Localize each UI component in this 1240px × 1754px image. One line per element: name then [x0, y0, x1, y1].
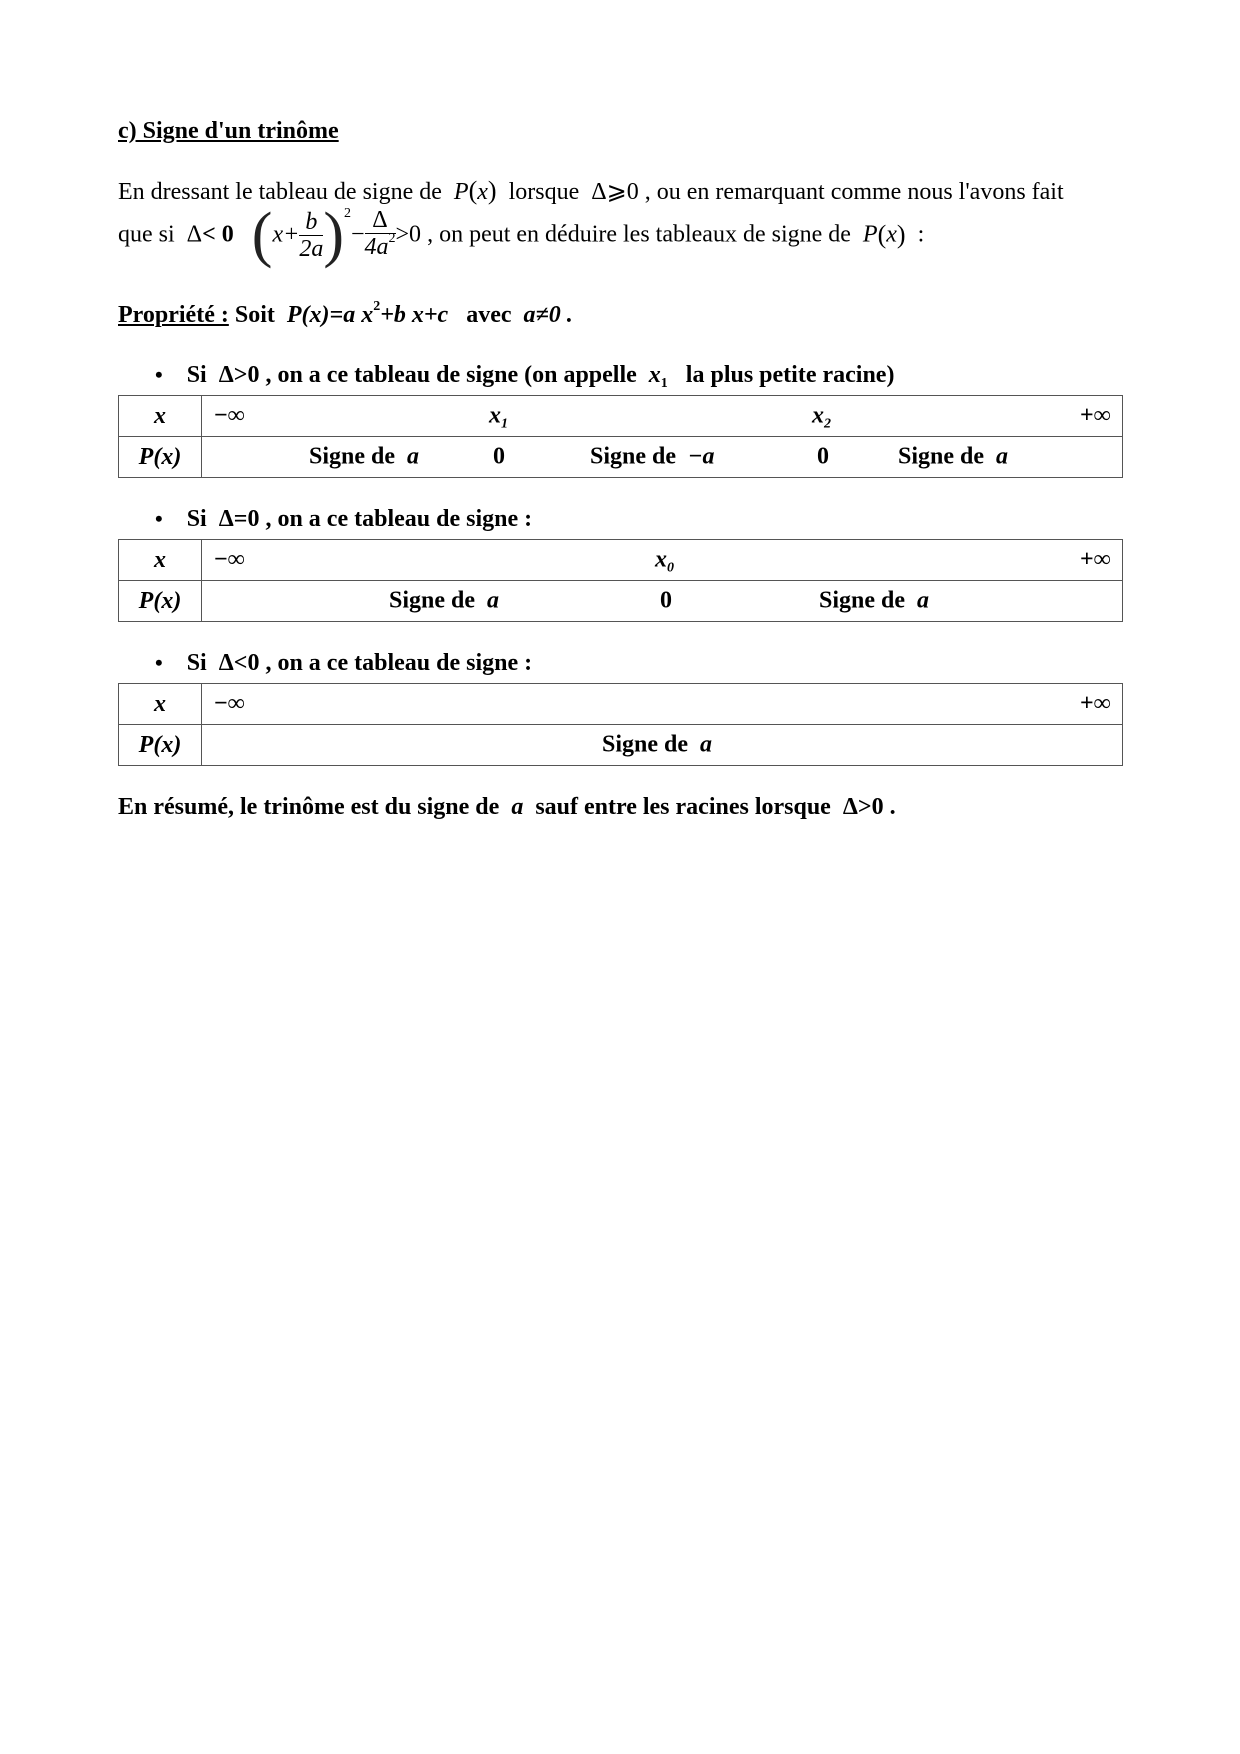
row-head-p: P(x): [119, 437, 202, 478]
bullet: •: [155, 506, 163, 531]
sign-cell: Signe de a: [389, 587, 500, 614]
intro-text-a: En dressant le tableau de signe de: [118, 179, 442, 205]
sign-table-delta-negative: [118, 683, 1123, 766]
row-head-x: x: [119, 396, 202, 437]
propriete-line: [118, 299, 573, 329]
left-paren: (: [251, 201, 273, 269]
case-1-line: • Si Δ>0 , on a ce tableau de signe (on appelle $x_1$ la plus petite racine): [155, 362, 895, 391]
case-2-cond: Δ=0: [218, 506, 260, 532]
table-row-x: [119, 684, 1123, 725]
table-row-x: [119, 396, 1123, 437]
case-3-cond: Δ<0: [218, 650, 260, 676]
colon: :: [917, 221, 925, 248]
resume-line: [118, 794, 896, 821]
expr-x-plus: x+: [272, 221, 300, 248]
sign-cell: Signe de −a: [590, 443, 715, 470]
row-head-x: x: [119, 684, 202, 725]
intro-que-si: que si: [118, 221, 175, 248]
row-head-p: P(x): [119, 581, 202, 622]
table-row-p: [119, 581, 1123, 622]
fraction-b-over-2a: $\frac{b}{2a}$: [299, 208, 324, 262]
intro-line-2: que si Δ< 0 (x+ $\frac{b}{2a}$ )$^2$− $\frac{\Delta}{4a^2}$ >0 , on peut en déduire les tableaux de signe de P(x) :: [118, 201, 925, 269]
sign-cell: Signe de a: [819, 587, 930, 614]
sign-cell: Signe de a: [309, 443, 420, 470]
delta-symbol: Δ: [186, 221, 203, 248]
plus-infinity: +∞: [1080, 546, 1111, 573]
resume-text-1: En résumé, le trinôme est du signe de: [118, 794, 500, 820]
formula-exp: 2: [373, 299, 381, 314]
root-x2: $x_2$: [812, 402, 831, 432]
table-row-p: [119, 725, 1123, 766]
intro-line-1: En dressant le tableau de signe de P(x) lorsque Δ⩾0 , ou en remarquant comme nous l'avons fait: [118, 176, 1064, 205]
zero-cell: 0: [660, 587, 672, 614]
row-head-p: P(x): [119, 725, 202, 766]
p-var: P: [453, 179, 469, 205]
formula-lhs: P(x): [286, 302, 330, 328]
propriete-avec: avec: [466, 302, 512, 328]
intro-lorsque: lorsque: [508, 179, 580, 205]
formula-eq: =a x: [329, 302, 374, 328]
square-exponent: 2: [343, 205, 351, 221]
propriete-cond: a≠0 .: [523, 302, 573, 328]
x-var: x: [477, 179, 488, 205]
intro-text-b: , ou en remarquant comme nous l'avons fait: [644, 179, 1064, 205]
resume-a: a: [511, 794, 524, 820]
bullet: •: [155, 362, 163, 387]
minus-infinity: −∞: [214, 402, 245, 429]
section-heading: c) Signe d'un trinôme: [118, 118, 339, 144]
case-1-cond: Δ>0: [218, 362, 260, 388]
case-3-line: • Si Δ<0 , on a ce tableau de signe :: [155, 650, 533, 676]
sign-table-delta-positive: [118, 395, 1123, 478]
sign-table-delta-zero: [118, 539, 1123, 622]
propriete-soit: Soit: [234, 302, 275, 328]
delta-ge-zero: Δ⩾0: [591, 179, 639, 205]
formula-rest: +b x+c: [380, 302, 449, 328]
lt-zero: < 0: [202, 221, 234, 248]
resume-cond: Δ>0 .: [842, 794, 896, 820]
propriete-label: Propriété :: [118, 302, 229, 328]
sign-cell: Signe de a: [898, 443, 1009, 470]
sign-cell: Signe de a: [602, 731, 713, 758]
plus-infinity: +∞: [1080, 690, 1111, 717]
root-x1: $x_1$: [489, 402, 508, 432]
gt-zero: >0: [395, 221, 422, 248]
plus-infinity: +∞: [1080, 402, 1111, 429]
zero-cell: 0: [493, 443, 505, 470]
bullet: •: [155, 650, 163, 675]
resume-text-2: sauf entre les racines lorsque: [535, 794, 831, 820]
minus-infinity: −∞: [214, 690, 245, 717]
right-paren: ): [323, 201, 344, 269]
fraction-delta-over-4a2: $\frac{\Delta}{4a^2}$: [364, 206, 396, 260]
intro-text-c: , on peut en déduire les tableaux de signe de: [427, 221, 851, 248]
minus-infinity: −∞: [214, 546, 245, 573]
zero-cell: 0: [817, 443, 829, 470]
minus-sign: −: [350, 221, 365, 248]
table-row-x: [119, 540, 1123, 581]
root-x0: $x_0$: [655, 546, 674, 576]
case-2-line: • Si Δ=0 , on a ce tableau de signe :: [155, 506, 533, 532]
table-row-p: [119, 437, 1123, 478]
row-head-x: x: [119, 540, 202, 581]
